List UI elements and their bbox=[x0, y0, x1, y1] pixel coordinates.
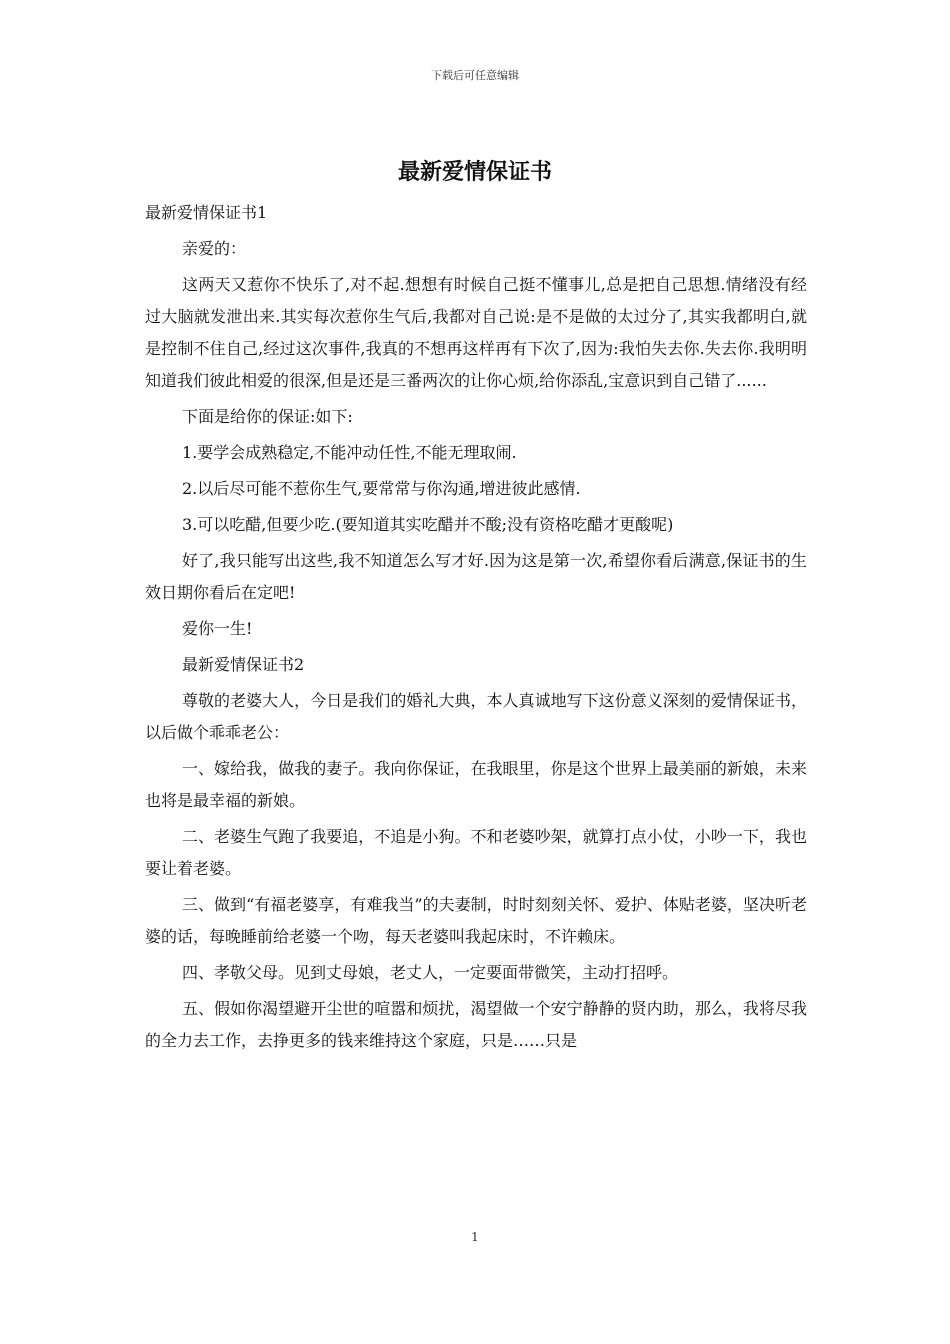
paragraph: 亲爱的： bbox=[182, 239, 247, 258]
paragraph: 好了,我只能写出这些,我不知道怎么写才好.因为这是第一次,希望你看后满意,保证书的生效日期你看后在定吧! bbox=[145, 551, 807, 602]
paragraph: 2.以后尽可能不惹你生气,要常常与你沟通,增进彼此感情. bbox=[182, 479, 581, 498]
paragraph: 一、嫁给我，做我的妻子。我向你保证，在我眼里，你是这个世界上最美丽的新娘，未来也将是最幸福的新娘。 bbox=[145, 759, 807, 810]
paragraph: 尊敬的老婆大人，今日是我们的婚礼大典，本人真诚地写下这份意义深刻的爱情保证书，以后做个乖乖老公： bbox=[145, 691, 807, 742]
paragraph: 1.要学会成熟稳定,不能冲动任性,不能无理取闹. bbox=[182, 443, 517, 462]
document-title: 最新爱情保证书 bbox=[397, 160, 552, 185]
document-body bbox=[145, 197, 807, 1061]
page-number: 1 bbox=[471, 1230, 479, 1244]
paragraph: 五、假如你渴望避开尘世的喧嚣和烦扰，渴望做一个安宁静静的贤内助，那么，我将尽我的全力去工作，去挣更多的钱来维持这个家庭，只是……只是 bbox=[145, 999, 807, 1050]
paragraph: 四、孝敬父母。见到丈母娘，老丈人，一定要面带微笑，主动打招呼。 bbox=[182, 963, 679, 982]
section-heading: 最新爱情保证书2 bbox=[182, 655, 305, 674]
paragraph: 3.可以吃醋,但要少吃.(要知道其实吃醋并不酸;没有资格吃醋才更酸呢) bbox=[182, 515, 674, 534]
paragraph: 爱你一生! bbox=[182, 619, 253, 638]
page-header-note: 下载后可任意编辑 bbox=[431, 69, 519, 82]
paragraph: 这两天又惹你不快乐了,对不起.想想有时候自己挺不懂事儿,总是把自己思想.情绪没有经过大脑就发泄出来.其实每次惹你生气后,我都对自己说:是不是做的太过分了,其实我都明白,就是控制不住自己,经过这次事件,我真的不想再这样再有下次了,因为:我怕失去你.失去你.我明明知道我们彼此相爱的很深,但是还是三番两次的让你心烦,给你添乱,宝意识到自己错了...... bbox=[145, 275, 807, 390]
paragraph: 三、做到“有福老婆享，有难我当”的夫妻制，时时刻刻关怀、爱护、体贴老婆，坚决听老婆的话，每晚睡前给老婆一个吻，每天老婆叫我起床时，不许赖床。 bbox=[145, 895, 807, 946]
paragraph: 最新爱情保证书1 bbox=[145, 203, 268, 222]
paragraph: 二、老婆生气跑了我要追，不追是小狗。不和老婆吵架，就算打点小仗，小吵一下，我也要让着老婆。 bbox=[145, 827, 807, 878]
paragraph: 下面是给你的保证:如下: bbox=[182, 407, 353, 426]
